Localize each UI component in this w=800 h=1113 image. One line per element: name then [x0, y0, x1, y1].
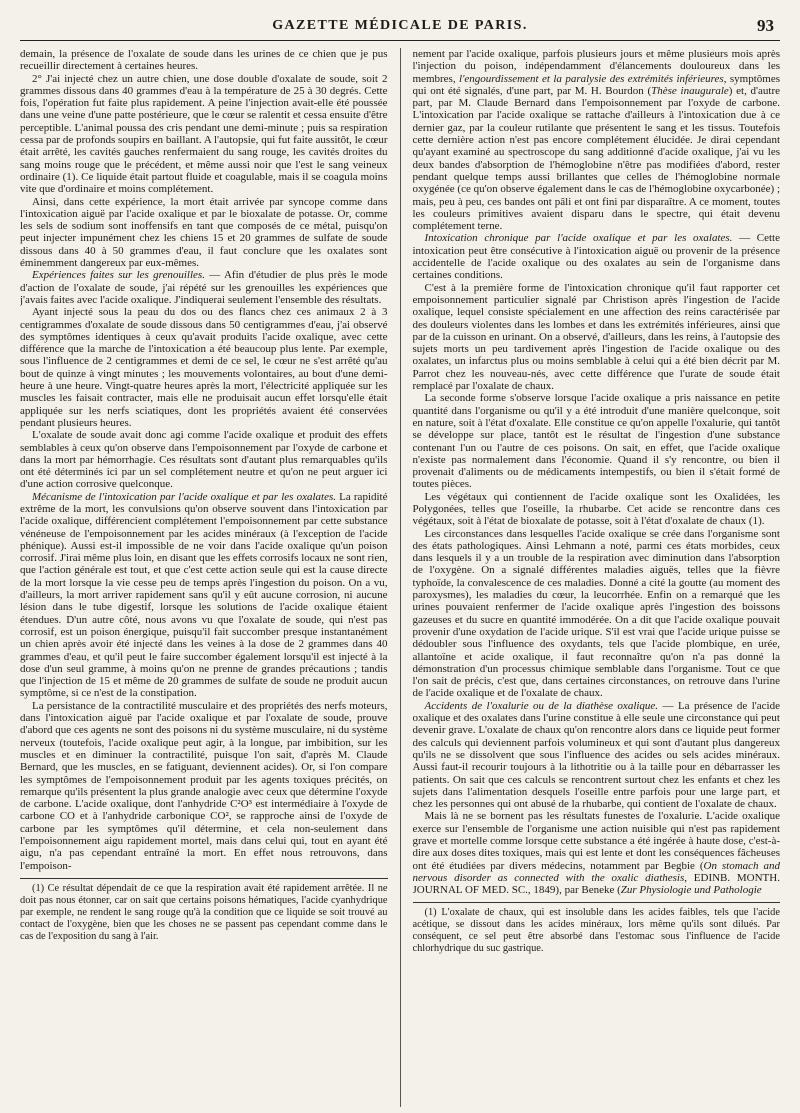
journal-title: GAZETTE MÉDICALE DE PARIS. [272, 18, 528, 33]
italic-phrase: Zur Physiologie und Pathologie [620, 884, 762, 897]
paragraph-text: La rapidité extrême de la mort, les convulsions qu'on observe souvent dans l'intoxication par l'acide oxalique, différencient complétement l'empoisonnement par cette substance vénéneuse de l'empoisonnement par les acides minéraux (à l'exception de l'acide phénique). Aussi est-il impossible de ne voir dans l'acide oxalique qu'un poison corrosif. J'irai même plus loin, en disant que les effets corrosifs locaux ne sont rien, que l'action générale est tout, et que c'est cette action seule qui est la cause directe de la mort lorsque la vie cesse peu de temps après l'ingestion du poison. On a vu, d'ailleurs, la mort arriver rapidement sans qu'il y eût aucune corrosion, ni aucune lésion dans le tube digestif, lorsque les solutions de l'acide oxalique étaient étendues. D'un autre côté, nous avons vu que l'oxalate de soude, qui n'est pas corrosif, est un poison énergique, puisqu'il fait succomber presque instantanément un chien après avoir été injecté dans les veines à la dose de 2 grammes dans 40 grammes d'eau, et qu'il peut le faire succomber également lorsqu'il est injecté à la dose d'un seul gramme, à moins qu'on ne prenne de grandes précautions ; tandis que l'injection de 15 et même de 20 grammes de sulfate de soude ne produit aucun symptôme, si ce n'est de la constipation. [20, 490, 388, 700]
italic-phrase: Thèse inaugurale [651, 84, 729, 97]
paragraph [413, 700, 781, 811]
paragraph: Ayant injecté sous la peau du dos ou des flancs chez ces animaux 2 à 3 centigrammes d'oxalate de soude dissous dans 50 centigrammes d'eau, j'ai observé des symptômes identiques à ceux qu'avait produits l'acide oxalique, avec cette différence que la marche de l'intoxication a été beaucoup plus lente. Par exemple, sous l'influence de 2 centigrammes et demi de ce sel, le cœur ne s'est arrêté qu'au bout de quinze à vingt minutes ; les mouvements volontaires, au bout d'une demi-heure à une heure. Vingt-quatre heures après la mort, l'électricité appliquée sur les muscles les faisait contracter, mais elle ne produisait aucun effet lorsqu'elle était appliquée sur les nerfs sciatiques, dont les propriétés avaient été conservées pendant plusieurs heures. [20, 306, 388, 429]
paragraph: 2° J'ai injecté chez un autre chien, une dose double d'oxalate de soude, soit 2 grammes dissous dans 40 grammes d'eau à la température de 25 à 30 degrés. Cette fois, l'opération fut faite plus rapidement. A peine l'injection avait-elle été poussée dans une veine d'une patte postérieure, que le cœur se ralentit et cessa ensuite d'être perceptible. L'animal poussa des cris pendant une demi-minute ; puis sa respiration cessa par de profonds soupirs en baillant. A l'autopsie, qui fut faite aussitôt, le cœur était arrêté, les cavités gauches renfermaient du sang rouge, les cavités droites du sang moins rouge que le précédent, et même aussi noir que l'est le sang veineux ordinaire (1). Ce liquide était partout fluide et coagulable, mais il se coagula moins vite que d'ordinaire et moins complétement. [20, 72, 388, 196]
paragraph-text: , EDINB. MONTH. JOURNAL OF MED. SC., 1849), par Beneke ( [412, 871, 780, 897]
right-column [413, 48, 781, 1107]
paragraph [413, 810, 781, 896]
paragraph: Les circonstances dans lesquelles l'acide oxalique se crée dans l'organisme sont des états pathologiques. Ainsi Lehmann a noté, parmi ces états morbides, ceux dans lesquels il y a un trouble de la respiration avec diminution dans l'absorption de l'oxygène. On a signalé différentes maladies aiguës, telles que la fièvre typhoïde, la convalescence de ces maladies. Donné a cité la goutte (au moment des paroxysmes), les maladies du cœur, la leucorrhée. Enfin on a remarqué que les urines pouvaient renfermer de l'acide oxalique après l'ingestion des boissons gazeuses et du sucre en quantité immodérée. On a dit que l'acide oxalique pouvait provenir d'une oxydation de l'acide urique. S'il est vrai que l'acide urique puisse se dédoubler sous l'influence des oxydants, tels que l'acide plombique, en urée, allantoïne et acide oxalique, il faut reconnaître qu'on n'a pas donné la démonstration d'un processus chimique semblable dans l'organisme. Tout ce que l'on sait de précis, c'est que, dans certaines circonstances, on retrouve dans l'urine de l'acide oxalique et de l'oxalate de chaux. [412, 527, 780, 700]
page-number: 93 [757, 16, 774, 35]
text-columns [20, 48, 780, 1107]
paragraph [20, 269, 388, 306]
paragraph-text: nement par l'acide oxalique, parfois plusieurs jours et même plusieurs mois après l'injection du poison, indépendamment d'élancements douloureux dans les membres, [412, 48, 780, 85]
paragraph [413, 232, 781, 281]
page-header [20, 14, 780, 41]
paragraph: C'est à la première forme de l'intoxication chronique qu'il faut rapporter cet empoisonnement particulier signalé par Christison après l'ingestion de l'acide oxalique, lequel consiste spécialement en une affection des reins caractérisée par des douleurs violentes dans les lombes et dans les extrémités inférieures, ainsi que par de la cuisson en urinant. On a observé, d'ailleurs, dans les reins, à l'autopsie des sujets morts un peu tardivement après l'ingestion de l'acide oxalique ou des oxalates, un infarctus plus ou moins semblable à celui qui a été bien décrit par M. Parrot chez les nouveau-nés, avec cette différence que l'urate de soude était remplacé par l'oxalate de chaux. [412, 281, 780, 393]
paragraph-text: — Cette intoxication peut être consécutive à l'intoxication aiguë ou provenir de la présence accidentelle de l'acide oxalique ou des oxalates au sein de l'organisme dans certaines conditions. [412, 232, 780, 282]
section-heading: Accidents de l'oxalurie ou de la diathèse oxalique. [424, 699, 659, 712]
italic-phrase: l'engourdissement et la paralysie des extrémités inférieures [459, 72, 724, 85]
paragraph-text: Mais là ne se bornent pas les résultats funestes de l'oxalurie. L'acide oxalique exerce sur l'ensemble de l'organisme une action nuisible qui n'est pas rapidement grave et mortelle comme lorsque cette substance a été ingérée à haute dose, c'est-à-dire aux doses dites toxiques, mais qui est lente et dont les conséquences fâcheuses ont été étudiées par divers médecins, notamment par Begbie ( [412, 810, 780, 872]
paragraph-text: — Afin d'étudier de plus près le mode d'action de l'oxalate de soude, j'ai répété sur les grenouilles les expériences que j'avais faites avec l'acide oxalique. J'indiquerai seulement l'ensemble des résultats. [20, 269, 388, 306]
paragraph [413, 48, 781, 232]
paragraph-text: — La présence de l'acide oxalique et des oxalates dans l'urine constitue à elle seule une circonstance qui peut devenir grave. L'oxalate de chaux qu'on rencontre alors dans ce liquide peut former des calculs qui deviennent parfois volumineux et qui sont d'autant plus dangereux qu'ils ne se dissolvent que sous l'influence des acides ou sels acides minéraux. Aussi faut-il recourir toujours à la lithotritie ou à la taille pour en débarrasser les patients. On sait que ces calculs se rencontrent surtout chez les enfants et chez les sujets dans l'alimentation desquels l'oseille entre parfois pour une large part, et chez les personnes qui ont abusé de la rhubarbe, qui contient de l'oxalate de chaux. [412, 699, 780, 811]
section-heading: Intoxication chronique par l'acide oxalique et par les oxalates. [424, 232, 733, 245]
paragraph-text: ) et, d'autre part, par M. Claude Bernard dans l'empoisonnement par l'oxyde de carbone. L'intoxication par l'acide oxalique se rattache d'ailleurs à l'intoxication due à ce dernier gaz, par la couleur rutilante que présentent le sang et les tissus. Toutefois cette dernière action n'est pas encore complétement élucidée. Je dirai cependant qu'ayant examiné au spectroscope du sang additionné d'acide oxalique, j'ai vu les deux bandes d'absorption de l'hémoglobine n'être pas modifiées d'abord, rester pendant quelque temps aussi brillantes que celles de l'hémoglobine normale oxygénée (ce qu'on observe également dans le cas de l'hémoglobine oxycarbonée) ; mais, peu à peu, ces bandes ont pâli et ont fini par disparaître. A ce moment, toutes les couleurs primitives avaient disparu dans le spectre, qui était devenu complétement terne. [412, 84, 780, 233]
paragraph: La seconde forme s'observe lorsque l'acide oxalique a pris naissance en petite quantité dans l'organisme ou qu'il y a été introduit d'une manière quelconque, soit en nature, soit à l'état d'oxalate. Elle constitue ce qu'on appelle l'oxalurie, qui tantôt se développe sur place, tantôt est le résultat de l'ingestion d'une substance contenant l'un ou l'autre de ces poisons. On sait, en effet, que l'acide oxalique n'existe pas normalement dans l'économie. Quand il s'y rencontre, ou bien il provenait d'aliments ou de médicaments intempestifs, ou bien il s'était formé de toutes pièces. [412, 392, 780, 491]
column-divider [400, 48, 401, 1107]
paragraph: L'oxalate de soude avait donc agi comme l'acide oxalique et produit des effets semblables à ceux qu'on observe dans l'empoisonnement par l'oxyde de carbone et dans la mort par hémorrhagie. Ces résultats sont d'autant plus remarquables qu'ils ont été déterminés ici par un sel complétement neutre et qu'on ne peut arguer ici d'une action corrosive quelconque. [20, 429, 388, 491]
footnote-rule [20, 878, 388, 879]
paragraph: La persistance de la contractilité musculaire et des propriétés des nerfs moteurs, dans l'intoxication aiguë par l'acide oxalique et par l'oxalate de soude, prouve d'abord que ces agents ne sont des poisons ni du système musculaire, ni du système nerveux (toutefois, l'acide oxalique peut agir, à la longue, par imbibition, sur les muscles et en diminuer la contractilité, puisque l'on sait, d'après M. Claude Bernard, que les muscles, en se fatiguant, deviennent acides). Or, si l'on compare les symptômes de l'empoisonnement produit par les agents toxiques précités, on remarque qu'ils présentent la plus grande analogie avec ceux que détermine l'oxyde de carbone. L'acide oxalique, dont l'anhydride C²O³ est intermédiaire à l'oxyde de carbone CO et à l'anhydride carbonique CO², se rapproche ainsi de l'oxyde de carbone par les symptômes qu'il détermine, et cela non-seulement dans l'empoisonnement aigu rapidement mortel, mais dans celui qui, tout en ayant été aigu, n'a pas cependant entraîné la mort. En effet nous retrouvons, dans l'empoison- [20, 699, 388, 872]
italic-phrase: On stomach and nervous disorder as connected with the oxalic diathesis [412, 859, 780, 884]
section-heading: Expériences faites sur les grenouilles. [32, 269, 205, 282]
footnote: (1) Ce résultat dépendait de ce que la respiration avait été rapidement arrêtée. Il ne doit pas nous étonner, car on sait que certains poisons hématiques, l'acide cyanhydrique par exemple, ne rendent le sang rouge qu'à la condition que ce liquide se soit trouvé au contact de l'oxygène, bien que les choses ne se passent pas cependant comme dans le cas de l'exposition du sang à l'air. [20, 882, 388, 942]
section-heading: Mécanisme de l'intoxication par l'acide oxalique et par les oxalates. [32, 490, 336, 503]
footnote-rule [413, 902, 781, 903]
paragraph: Les végétaux qui contiennent de l'acide oxalique sont les Oxalidées, les Polygonées, telles que l'oseille, la rhubarbe. Cet acide se rencontre dans ces végétaux, soit à l'état de bioxalate de potasse, soit à l'état d'oxalate de chaux (1). [412, 490, 780, 528]
paragraph [20, 491, 388, 700]
paragraph: Ainsi, dans cette expérience, la mort était arrivée par syncope comme dans l'intoxication aiguë par l'acide oxalique et par le bioxalate de potasse. Or, comme les sels de sodium sont inoffensifs en tant que composés de ce métal, puisqu'on peut injecter impunément chez les chiens 15 et 20 grammes de sulfate de soude dissous dans 40 à 50 grammes d'eau, il faut conclure que les oxalates sont éminemment dangereux par eux-mêmes. [20, 195, 388, 270]
paragraph-text: , symptômes qui ont été signalés, d'une part, par M. H. Bourdon ( [412, 72, 780, 97]
left-column [20, 48, 388, 1107]
footnote: (1) L'oxalate de chaux, qui est insoluble dans les acides faibles, tels que l'acide acétique, se dissout dans les acides minéraux, lors même qu'ils sont dilués. Par conséquent, ce sel peut être absorbé dans l'estomac sous l'influence de l'acide chlorhydrique du suc gastrique. [412, 907, 780, 955]
paragraph: demain, la présence de l'oxalate de soude dans les urines de ce chien que je pus recueillir directement à certaines heures. [20, 48, 388, 73]
